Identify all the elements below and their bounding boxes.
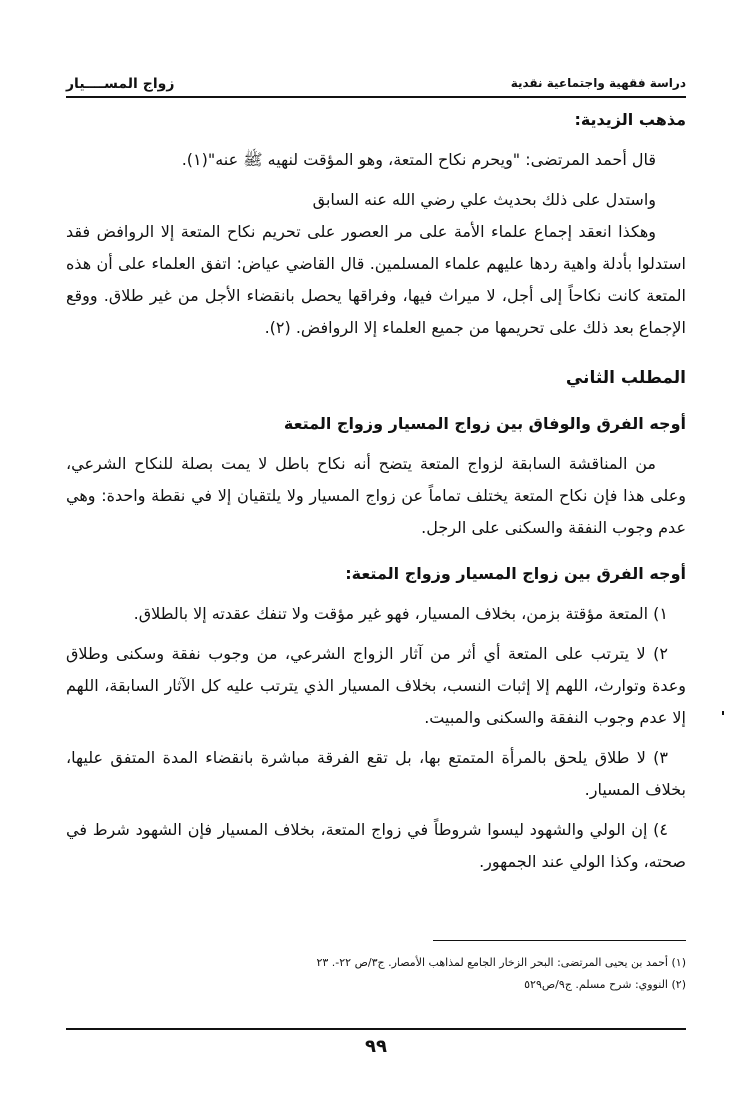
- paragraph-differences-agreements: من المناقشة السابقة لزواج المتعة يتضح أنه نكاح باطل لا يمت بصلة للنكاح الشرعي، وعلى هذا فإن نكاح المتعة يختلف تماماً عن زواج المسيار ولا يلتقيان إلا في نقطة واحدة: وهي عدم وجوب النفقة والسكنى على الرجل.: [66, 454, 686, 537]
- paragraph-consensus: وهكذا انعقد إجماع علماء الأمة على مر العصور على تحريم نكاح المتعة إلا الروافض فقد استدلوا بأدلة واهية ردها عليهم علماء المسلمين. قال القاضي عياض: اتفق العلماء على أن هذه المتعة كانت نكاحاً إلى أجل، لا ميراث فيها، وفراقها يحصل بانقضاء الأجل من غير طلاق. ووقع الإجماع بعد ذلك على تحريمها من جميع العلماء إلا الروافض. (٢).: [66, 222, 686, 337]
- footer-rule: [66, 1028, 686, 1030]
- list-item-3: ٣) لا طلاق يلحق بالمرأة المتمتع بها، بل تقع الفرقة مباشرة بانقضاء المدة المتفق عليها، بخلاف المسيار.: [66, 748, 686, 799]
- footnotes: [66, 952, 686, 996]
- scan-speck: [722, 711, 724, 715]
- footnote-2: (٢) النووي: شرح مسلم. ج٩/ص٥٢٩: [524, 978, 686, 991]
- heading-differences-agreements: أوجه الفرق والوفاق بين زواج المسيار وزواج المتعة: [283, 414, 686, 433]
- heading-zaydiyya: مذهب الزيدية:: [574, 110, 686, 129]
- page-number: ٩٩: [365, 1036, 387, 1057]
- header-subtitle: دراسة فقهية واجتماعية نقدية: [510, 76, 686, 90]
- header-book-title: زواج المســــيار: [66, 76, 175, 92]
- list-item-4: ٤) إن الولي والشهود ليسوا شروطاً في زواج المتعة، بخلاف المسيار فإن الشهود شرط في صحته، وكذا الولي عند الجمهور.: [66, 820, 686, 871]
- footnote-1: (١) أحمد بن يحيى المرتضى: البحر الزخار الجامع لمذاهب الأمصار. ج٣/ص ٢٢-. ٢٣: [316, 956, 686, 969]
- paragraph-zaydiyya-evidence: واستدل على ذلك بحديث علي رضي الله عنه السابق: [312, 190, 656, 209]
- list-item-1: ١) المتعة مؤقتة بزمن، بخلاف المسيار، فهو غير مؤقت ولا تنفك عقدته إلا بالطلاق.: [133, 604, 668, 623]
- heading-differences: أوجه الفرق بين زواج المسيار وزواج المتعة:: [345, 564, 686, 583]
- heading-second-matlab: المطلب الثاني: [565, 368, 686, 388]
- header-rule: [66, 96, 686, 98]
- running-header: [66, 72, 686, 94]
- page-body: [66, 104, 686, 878]
- list-item-2: ٢) لا يترتب على المتعة أي أثر من آثار الزواج الشرعي، من وجوب نفقة وسكنى وطلاق وعدة وتوارث، اللهم إلا إثبات النسب، بخلاف المسيار الذي يترتب عليه كل الآثار السابقة، اللهم إلا عدم وجوب النفقة والسكنى والمبيت.: [66, 644, 686, 727]
- paragraph-zaydiyya-quote: قال أحمد المرتضى: "ويحرم نكاح المتعة، وهو المؤقت لنهيه ﷺ عنه"(١).: [181, 150, 656, 169]
- footnote-rule: [433, 940, 686, 941]
